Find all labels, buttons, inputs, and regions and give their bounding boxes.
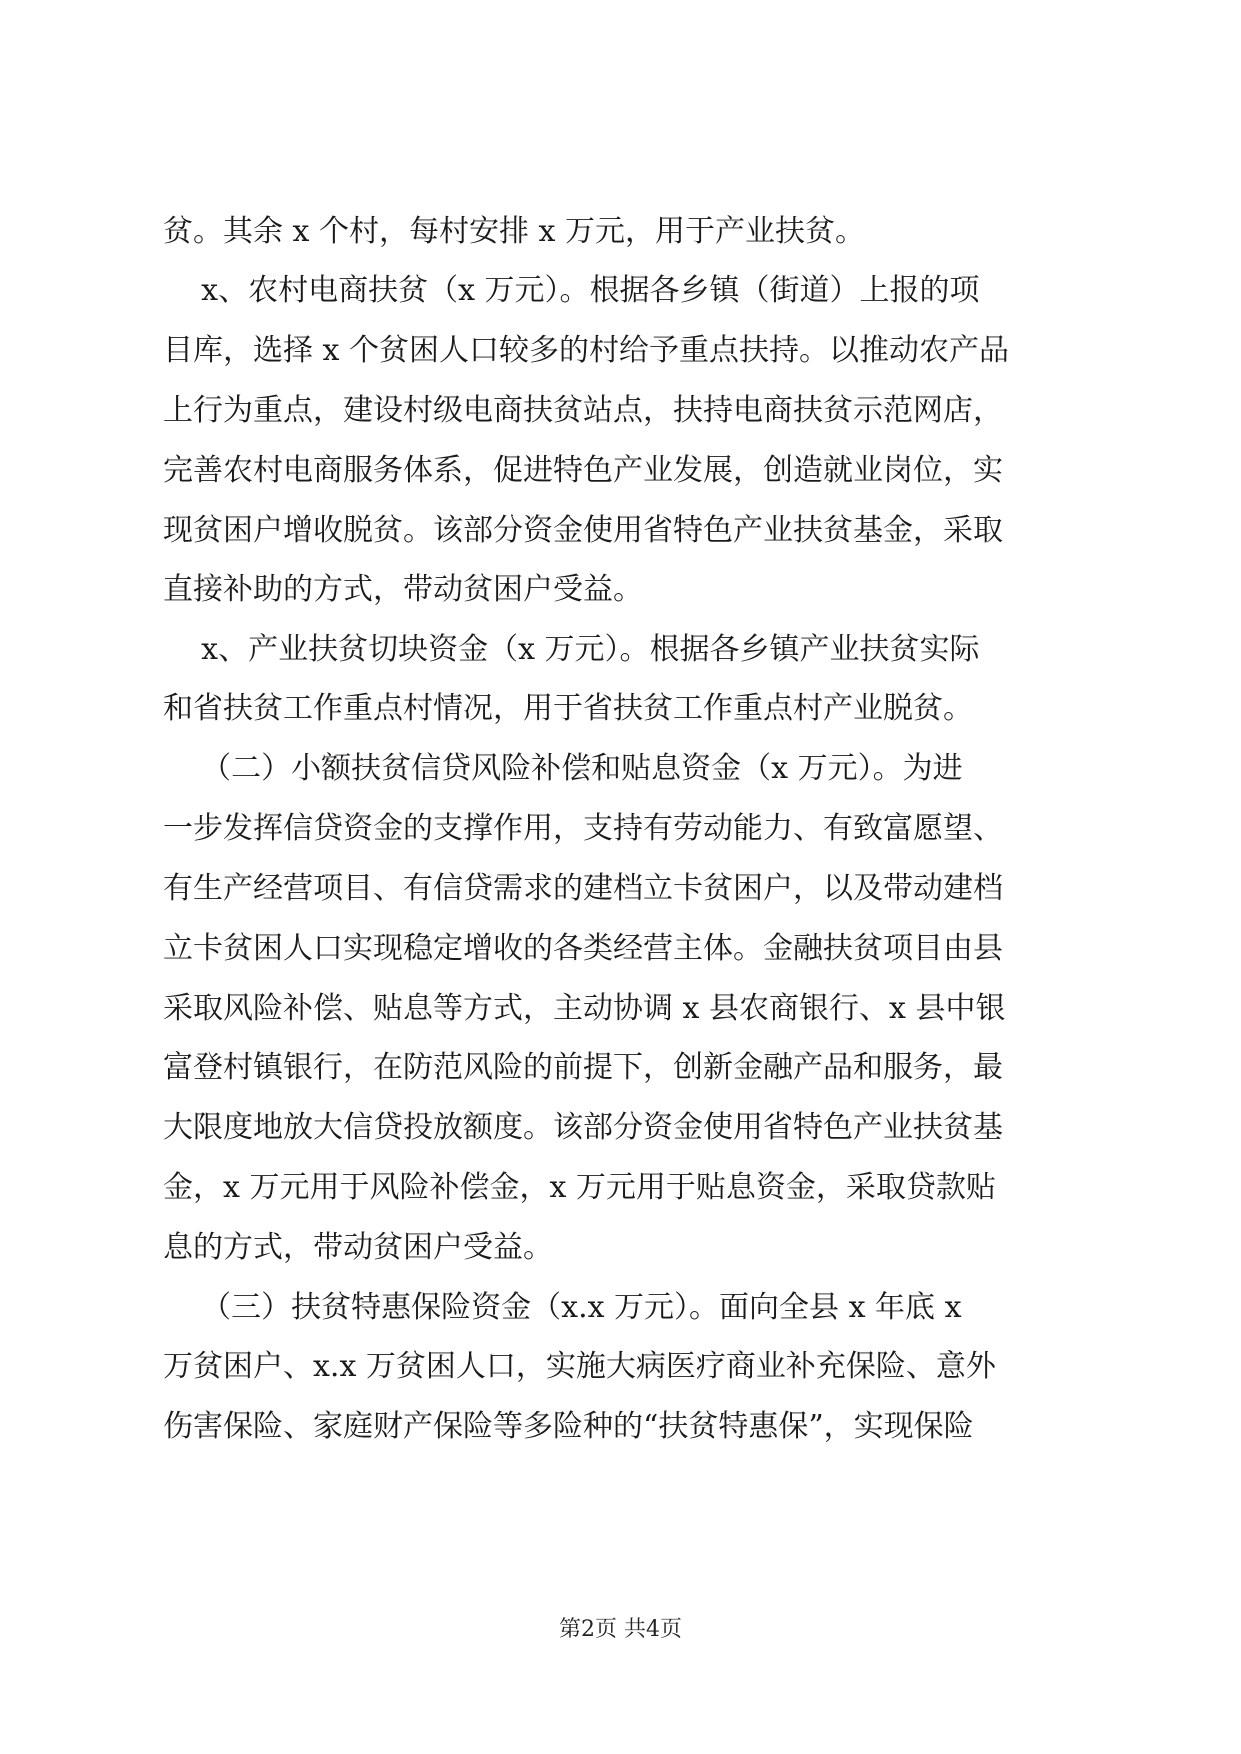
- text-line: （二）小额扶贫信贷风险补偿和贴息资金（x 万元）。为进: [163, 751, 963, 786]
- text-line: 上行为重点，建设村级电商扶贫站点，扶持电商扶贫示范网店，: [163, 393, 1003, 428]
- text-line: 采取风险补偿、贴息等方式，主动协调 x 县农商银行、x 县中银: [163, 991, 1006, 1026]
- text-line: 一步发挥信贷资金的支撑作用，支持有劳动能力、有致富愿望、: [163, 811, 1003, 846]
- text-line: 目库，选择 x 个贫困人口较多的村给予重点扶持。以推动农产品: [163, 333, 1009, 368]
- text-line: x、产业扶贫切块资金（x 万元）。根据各乡镇产业扶贫实际: [163, 632, 980, 667]
- text-line: 贫。其余 x 个村，每村安排 x 万元，用于产业扶贫。: [163, 214, 865, 249]
- text-line: 有生产经营项目、有信贷需求的建档立卡贫困户，以及带动建档: [163, 871, 1003, 906]
- text-line: 立卡贫困人口实现稳定增收的各类经营主体。金融扶贫项目由县: [163, 931, 1003, 966]
- text-line: 直接补助的方式，带动贫困户受益。: [163, 572, 643, 607]
- text-line: 息的方式，带动贫困户受益。: [163, 1230, 553, 1265]
- text-line: （三）扶贫特惠保险资金（x.x 万元）。面向全县 x 年底 x: [163, 1290, 962, 1325]
- text-line: 金，x 万元用于风险补偿金，x 万元用于贴息资金，采取贷款贴: [163, 1170, 996, 1205]
- text-line: x、农村电商扶贫（x 万元）。根据各乡镇（街道）上报的项: [163, 273, 980, 308]
- text-line: 万贫困户、x.x 万贫困人口，实施大病医疗商业补充保险、意外: [163, 1349, 996, 1384]
- text-line: 伤害保险、家庭财产保险等多险种的“扶贫特惠保”，实现保险: [163, 1409, 974, 1444]
- text-line: 大限度地放大信贷投放额度。该部分资金使用省特色产业扶贫基: [163, 1110, 1003, 1145]
- text-line: 完善农村电商服务体系，促进特色产业发展，创造就业岗位，实: [163, 453, 1003, 488]
- page-number-footer: 第2页 共4页: [559, 1617, 682, 1642]
- text-line: 现贫困户增收脱贫。该部分资金使用省特色产业扶贫基金，采取: [163, 513, 1003, 548]
- text-line: 和省扶贫工作重点村情况，用于省扶贫工作重点村产业脱贫。: [163, 691, 973, 726]
- text-line: 富登村镇银行，在防范风险的前提下，创新金融产品和服务，最: [163, 1050, 1003, 1085]
